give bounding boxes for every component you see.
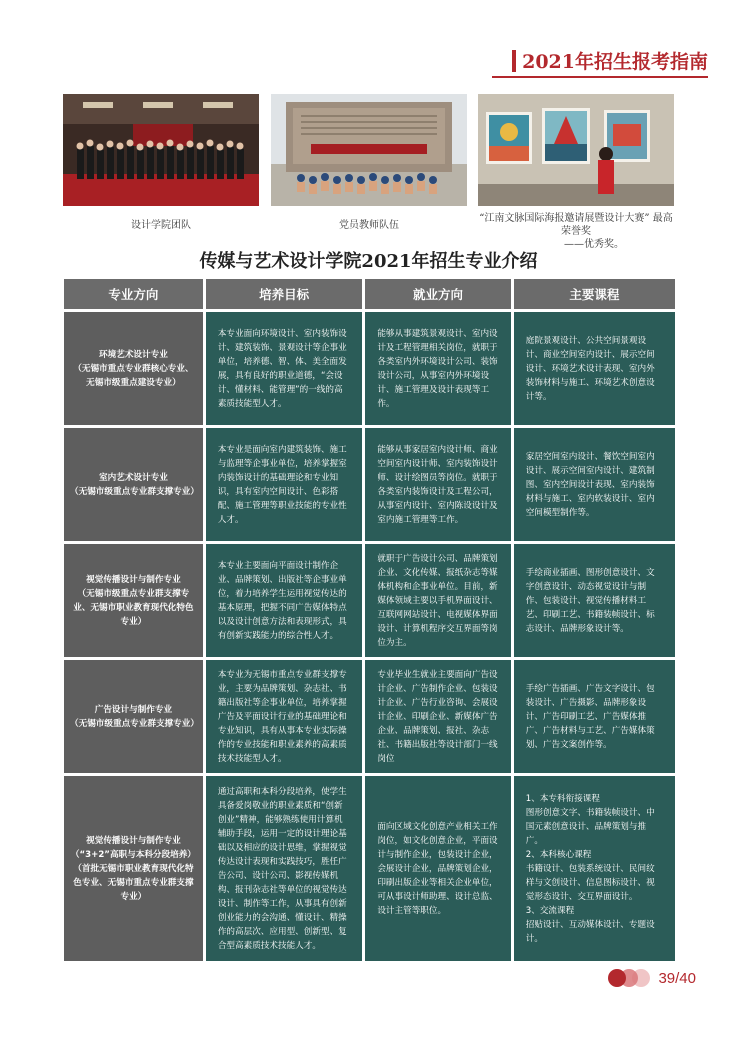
photo-party-teachers <box>271 94 467 206</box>
major-sub: （无锡市级重点专业群支撑专业、无锡市职业教育现代化特色专业） <box>73 588 194 627</box>
header-goal: 培养目标 <box>206 279 362 309</box>
photo-design-team <box>63 94 259 206</box>
course-line: 招贴设计、互动媒体设计、专题设计。 <box>525 919 655 944</box>
career-cell: 面向区域文化创意产业相关工作岗位，如文化创意企业，平面设计与制作企业，包装设计企业，会展设计企业，品牌策划企业，印刷出版企业等相关企业单位，可从事设计师助理、设计总监、设计主管等职位。 <box>365 776 510 961</box>
major-sub: （无锡市重点专业群核心专业、无锡市级重点建设专业） <box>73 363 194 388</box>
photo-award-exhibition <box>478 94 674 206</box>
photo-caption-party-teachers: 党员教师队伍 <box>339 220 399 231</box>
header-divider <box>492 76 708 78</box>
major-name: 广告设计与制作专业 <box>94 704 173 715</box>
table-row <box>64 660 675 773</box>
major-direction-cell <box>64 660 203 773</box>
major-sub: （无锡市级重点专业群支撑专业） <box>70 718 199 729</box>
major-sub: （“3+2”高职与本科分段培养）（首批无锡市职业教育现代化特色专业、无锡市重点专业群支撑专业） <box>70 849 196 902</box>
goal-cell: 通过高职和本科分段培养，使学生具备爱岗敬业的职业素质和“创新创业”精神，能够熟练使用计算机辅助手段，运用一定的设计理论基础以及相应的设计思维，掌握视觉传达设计表现和实践技巧，胜任广告公司、设计公司、影视传媒机构、报刊杂志社等单位的视觉传达设计、制作等工作，从事具有创新创业能力的会沟通、懂设计、精操作的高层次、应用型、创新型、复合型高素质技术技能人才。 <box>206 776 362 961</box>
courses-cell: 家居空间室内设计、餐饮空间室内设计、展示空间室内设计、建筑制图、室内空间设计表现、室内装饰材料与施工、室内软装设计、室内空间模型制作等。 <box>514 428 675 541</box>
major-name: 室内艺术设计专业 <box>99 472 168 483</box>
course-line: 书籍设计、包装系统设计、民间纹样与文创设计、信息图标设计、视觉形态设计、交互界面设计。 <box>525 863 655 902</box>
header-title-text: 2021年招生报考指南 <box>522 51 708 73</box>
major-direction-cell <box>64 428 203 541</box>
page-number-text: 39/40 <box>658 969 696 987</box>
page-dots-decoration <box>608 969 652 987</box>
major-direction-cell <box>64 776 203 961</box>
course-line: 2、本科核心课程 <box>525 849 592 860</box>
career-cell: 就职于广告设计公司、品牌策划企业、文化传媒、报纸杂志等媒体机构和企事业单位。目前，新媒体领域主要以手机界面设计、互联网网站设计、电视媒体界面设计、计算机程序交互界面等岗位为主。 <box>365 544 510 657</box>
header-accent-bar <box>512 50 516 72</box>
page-number <box>608 969 696 987</box>
goal-cell: 本专业是面向室内建筑装饰、施工与监理等企事业单位，培养掌握室内装饰设计的基础理论和专业知识，具有室内空间设计、色彩搭配、施工管理等职业技能的专业性人才。 <box>206 428 362 541</box>
courses-cell: 手绘广告插画、广告文字设计、包装设计、广告摄影、品牌形象设计、广告印刷工艺、广告媒体推广、广告材料与工艺、广告媒体策划、广告文案创作等。 <box>514 660 675 773</box>
header-career: 就业方向 <box>365 279 510 309</box>
table-row <box>64 428 675 541</box>
major-name: 视觉传播设计与制作专业 <box>86 835 181 846</box>
table-row <box>64 776 675 961</box>
section-title: 传媒与艺术设计学院2021年招生专业介绍 <box>199 251 538 272</box>
majors-table <box>61 276 678 964</box>
photo-caption-design-team: 设计学院团队 <box>131 220 191 231</box>
courses-cell: 手绘商业插画、图形创意设计、文字创意设计、动态视觉设计与制作、包装设计、视觉传播材料工艺、印刷工艺、书籍装帧设计、标志设计、品牌形象设计等。 <box>514 544 675 657</box>
photo-caption-award <box>478 212 674 251</box>
header-title <box>512 47 708 74</box>
goal-cell: 本专业为无锡市重点专业群支撑专业，主要为品牌策划、杂志社、书籍出版社等企事业单位，培养掌握广告及平面设计行业的基础理论和专业知识，具有从事本专业实际操作的专业技能和职业素养的高素质技术技能型人才。 <box>206 660 362 773</box>
table-row <box>64 312 675 425</box>
table-row <box>64 544 675 657</box>
courses-cell <box>514 776 675 961</box>
major-name: 环境艺术设计专业 <box>99 349 168 360</box>
courses-cell: 庭院景观设计、公共空间景观设计、商业空间室内设计、展示空间设计、环境艺术设计表现、室内外装饰材料与施工、环境艺术创意设计等。 <box>514 312 675 425</box>
award-caption-sig: ——优秀奖。 <box>564 239 624 250</box>
table-header-row <box>64 279 675 309</box>
goal-cell: 本专业面向环境设计、室内装饰设计、建筑装饰、景观设计等企事业单位，培养德、智、体、美全面发展，具有良好的职业道德，“会设计、懂材料、能管理”的一线的高素质技能型人才。 <box>206 312 362 425</box>
major-sub: （无锡市级重点专业群支撑专业） <box>70 486 199 497</box>
goal-cell: 本专业主要面向平面设计制作企业、品牌策划、出版社等企事业单位，着力培养学生运用视觉传达的基本原理，把握不同广告媒体特点以及设计创意方法和表现形式，具有创新实践能力的综合性人才。 <box>206 544 362 657</box>
course-line: 3、交流课程 <box>525 905 575 916</box>
major-direction-cell <box>64 312 203 425</box>
career-cell: 专业毕业生就业主要面向广告设计企业、广告制作企业、包装设计企业、广告行业咨询、会展设计企业、印刷企业、新媒体广告企业、品牌策划、报社、杂志社、书籍出版社等设计部门一线岗位 <box>365 660 510 773</box>
course-line: 图形创意文字、书籍装帧设计、中国元素创意设计、品牌策划与推广。 <box>525 807 655 846</box>
header-direction: 专业方向 <box>64 279 203 309</box>
major-direction-cell <box>64 544 203 657</box>
major-name: 视觉传播设计与制作专业 <box>86 574 181 585</box>
career-cell: 能够从事建筑景观设计、室内设计及工程管理相关岗位，就职于各类室内外环境设计公司、装饰设计公司，从事室内外环境设计、施工管理及设计表现等工作。 <box>365 312 510 425</box>
course-line: 1、本专科衔接课程 <box>525 793 600 804</box>
header-courses: 主要课程 <box>514 279 675 309</box>
career-cell: 能够从事家居室内设计师、商业空间室内设计师、室内装饰设计师、设计绘图员等岗位。就职于各类室内装饰设计及工程公司，从事室内设计、室内陈设设计及室内施工管理等工作。 <box>365 428 510 541</box>
award-caption-text: “江南文脉国际海报邀请展暨设计大赛” 最高荣誉奖 <box>479 213 673 237</box>
